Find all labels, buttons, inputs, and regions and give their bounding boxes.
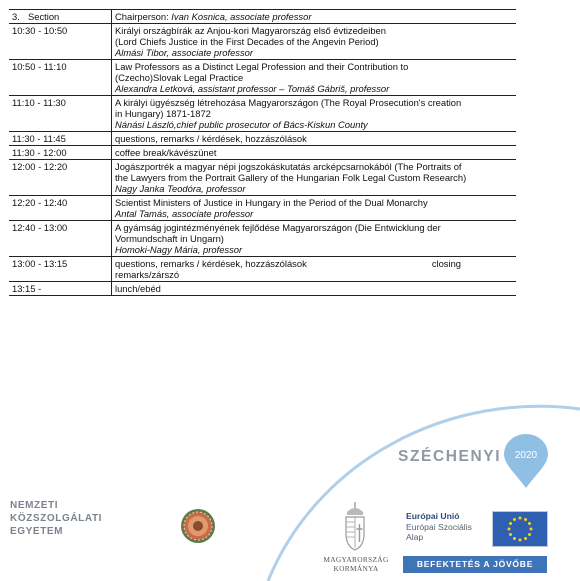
szechenyi-year: 2020 <box>514 450 538 461</box>
session-item: A királyi ügyészség létrehozása Magyarországon (The Royal Prosecution's creation in Hungary) 1871-1872 Nánási László,chief public prosecutor of Bács-Kiskun County <box>112 96 517 132</box>
speaker: Almási Tibor, associate professor <box>115 47 253 58</box>
table-row <box>9 146 516 160</box>
table-row <box>9 257 516 282</box>
time-slot: 13:00 - 13:15 <box>9 257 112 282</box>
table-row <box>9 24 516 60</box>
section-heading-row <box>9 10 516 24</box>
table-row <box>9 132 516 146</box>
speaker: Alexandra Letková, assistant professor – Tomáš Gábriš, professor <box>115 83 390 94</box>
speaker: Nánási László,chief public prosecutor of Bács-Kiskun County <box>115 119 368 130</box>
program-table <box>9 9 516 296</box>
kormany-logo-text: MAGYARORSZÁG KORMÁNYA <box>323 555 389 573</box>
szechenyi-2020-pin-icon <box>502 434 550 490</box>
time-slot: 12:40 - 13:00 <box>9 221 112 257</box>
table-row <box>9 60 516 96</box>
table-row <box>9 160 516 196</box>
table-row <box>9 221 516 257</box>
nke-logo: NEMZETI KÖZSZOLGÁLATI EGYETEM <box>10 500 103 537</box>
session-item: questions, remarks / kérdések, hozzászólások <box>112 132 517 146</box>
time-slot: 13:15 - <box>9 282 112 296</box>
session-item: A gyámság jogintézményének fejlődése Magyarországon (Die Entwicklung der Vormundschaft in Ungarn) Homoki-Nagy Mária, professor <box>112 221 517 257</box>
time-slot: 10:30 - 10:50 <box>9 24 112 60</box>
table-row <box>9 96 516 132</box>
table-row <box>9 196 516 221</box>
session-item: coffee break/kávészünet <box>112 146 517 160</box>
speaker: Nagy Janka Teodóra, professor <box>115 183 246 194</box>
chairperson: Chairperson: Ivan Kosnica, associate professor <box>112 10 517 24</box>
eu-flag-icon <box>492 511 548 547</box>
time-slot: 11:30 - 12:00 <box>9 146 112 160</box>
section-heading: 3. Section <box>9 10 112 24</box>
speaker: Antal Tamás, associate professor <box>115 208 254 219</box>
university-seal-icon <box>180 508 216 544</box>
time-slot: 11:30 - 11:45 <box>9 132 112 146</box>
time-slot: 11:10 - 11:30 <box>9 96 112 132</box>
session-item: Law Professors as a Distinct Legal Profession and their Contribution to (Czecho)Slovak Legal Practice Alexandra Letková, assistant professor – Tomáš Gábriš, professor <box>112 60 517 96</box>
table-row <box>9 282 516 296</box>
session-item: lunch/ebéd <box>112 282 517 296</box>
speaker: Homoki-Nagy Mária, professor <box>115 244 243 255</box>
time-slot: 12:00 - 12:20 <box>9 160 112 196</box>
eu-fund-text: Európai Unió Európai Szociális Alap <box>406 511 472 542</box>
time-slot: 12:20 - 12:40 <box>9 196 112 221</box>
session-item: Scientist Ministers of Justice in Hungary in the Period of the Dual Monarchy Antal Tamás, associate professor <box>112 196 517 221</box>
hungarian-coat-of-arms-icon <box>342 502 368 552</box>
szechenyi-logo-text: SZÉCHENYI <box>398 448 502 465</box>
session-item: closing questions, remarks / kérdések, hozzászólások remarks/zárszó <box>112 257 517 282</box>
befektetes-banner: BEFEKTETÉS A JÖVŐBE <box>403 556 547 573</box>
time-slot: 10:50 - 11:10 <box>9 60 112 96</box>
session-item: Királyi országbírák az Anjou-kori Magyarország első évtizedeiben (Lord Chiefs Justice in the First Decades of the Angevin Period) Almási Tibor, associate professor <box>112 24 517 60</box>
session-item: Jogászportrék a magyar népi jogszokáskutatás arcképcsarnokából (The Portraits of the Lawyers from the Portrait Gallery of the Hungarian Folk Legal Custom Research) Nagy Janka Teodóra, professor <box>112 160 517 196</box>
